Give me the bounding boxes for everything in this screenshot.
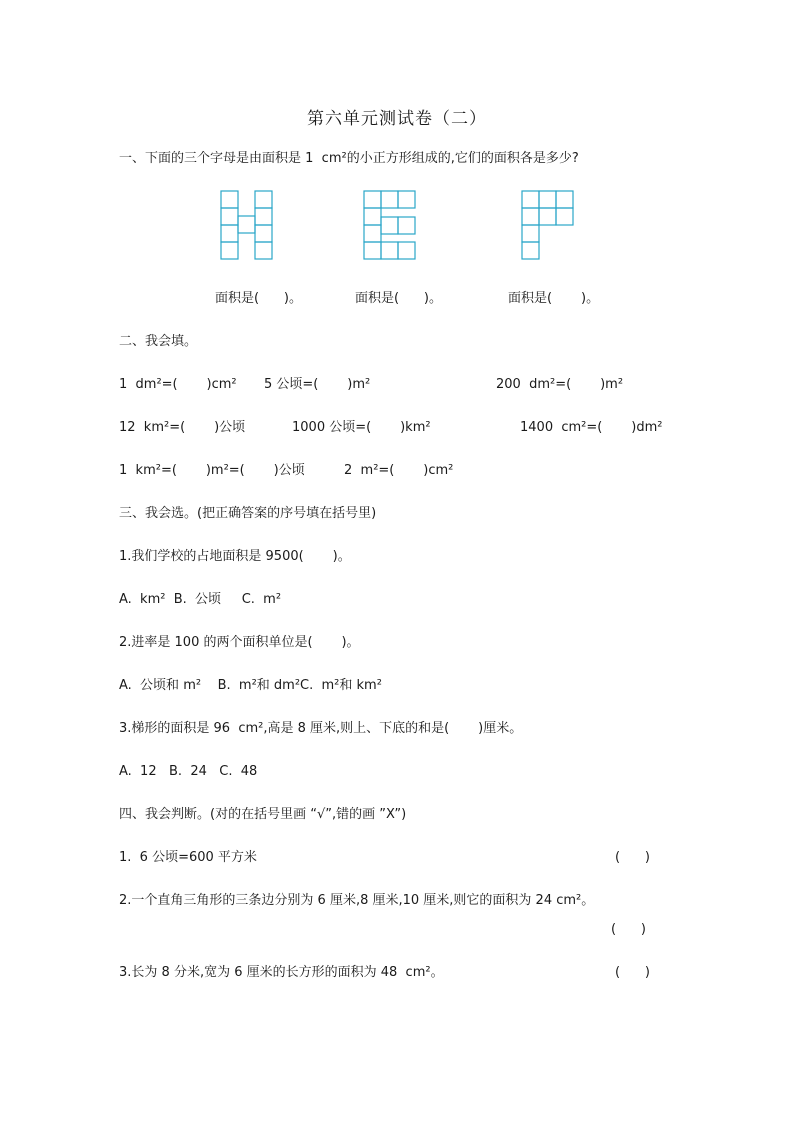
section3-heading: 三、我会选。(把正确答案的序号填在括号里) — [119, 506, 377, 521]
judge-item: 3.长为 8 分米,宽为 6 厘米的长方形的面积为 48 cm²。 — [119, 965, 444, 980]
judge-answer-paren: ( ) — [615, 965, 650, 980]
choice-question: 3.梯形的面积是 96 cm²,高是 8 厘米,则上、下底的和是( )厘米。 — [119, 721, 523, 736]
judge-answer-paren: ( ) — [611, 922, 646, 937]
choice-options: A. 12 B. 24 C. 48 — [119, 764, 258, 779]
area-caption-h: 面积是( )。 — [215, 291, 302, 306]
judge-item: 2.一个直角三角形的三条边分别为 6 厘米,8 厘米,10 厘米,则它的面积为 24 cm²。 — [119, 893, 595, 908]
area-caption-e: 面积是( )。 — [355, 291, 442, 306]
page-title: 第六单元测试卷（二） — [307, 109, 487, 129]
fill-item: 200 dm²=( )m² — [496, 377, 624, 392]
choice-options: A. 公顷和 m² B. m²和 dm²C. m²和 km² — [119, 678, 382, 693]
section4-heading: 四、我会判断。(对的在括号里画 “√”,错的画 ”X”) — [119, 807, 407, 822]
fill-item: 12 km²=( )公顷 — [119, 420, 246, 435]
judge-answer-paren: ( ) — [615, 850, 650, 865]
choice-question: 2.进率是 100 的两个面积单位是( )。 — [119, 635, 360, 650]
letter-p-figure — [522, 191, 574, 261]
choice-options: A. km² B. 公顷 C. m² — [119, 592, 282, 607]
fill-item: 5 公顷=( )m² — [264, 377, 371, 392]
fill-item: 1 dm²=( )cm² — [119, 377, 237, 392]
area-caption-p: 面积是( )。 — [508, 291, 600, 306]
choice-question: 1.我们学校的占地面积是 9500( )。 — [119, 549, 351, 564]
judge-item: 1. 6 公顷=600 平方米 — [119, 850, 257, 865]
fill-item: 2 m²=( )cm² — [344, 463, 454, 478]
section2-heading: 二、我会填。 — [119, 334, 198, 349]
letter-h-figure — [221, 191, 273, 261]
fill-item: 1000 公顷=( )km² — [292, 420, 431, 435]
fill-item: 1 km²=( )m²=( )公顷 — [119, 463, 305, 478]
fill-item: 1400 cm²=( )dm² — [520, 420, 663, 435]
section1-heading: 一、下面的三个字母是由面积是 1 cm²的小正方形组成的,它们的面积各是多少? — [119, 151, 579, 166]
letter-e-figure — [364, 191, 416, 261]
